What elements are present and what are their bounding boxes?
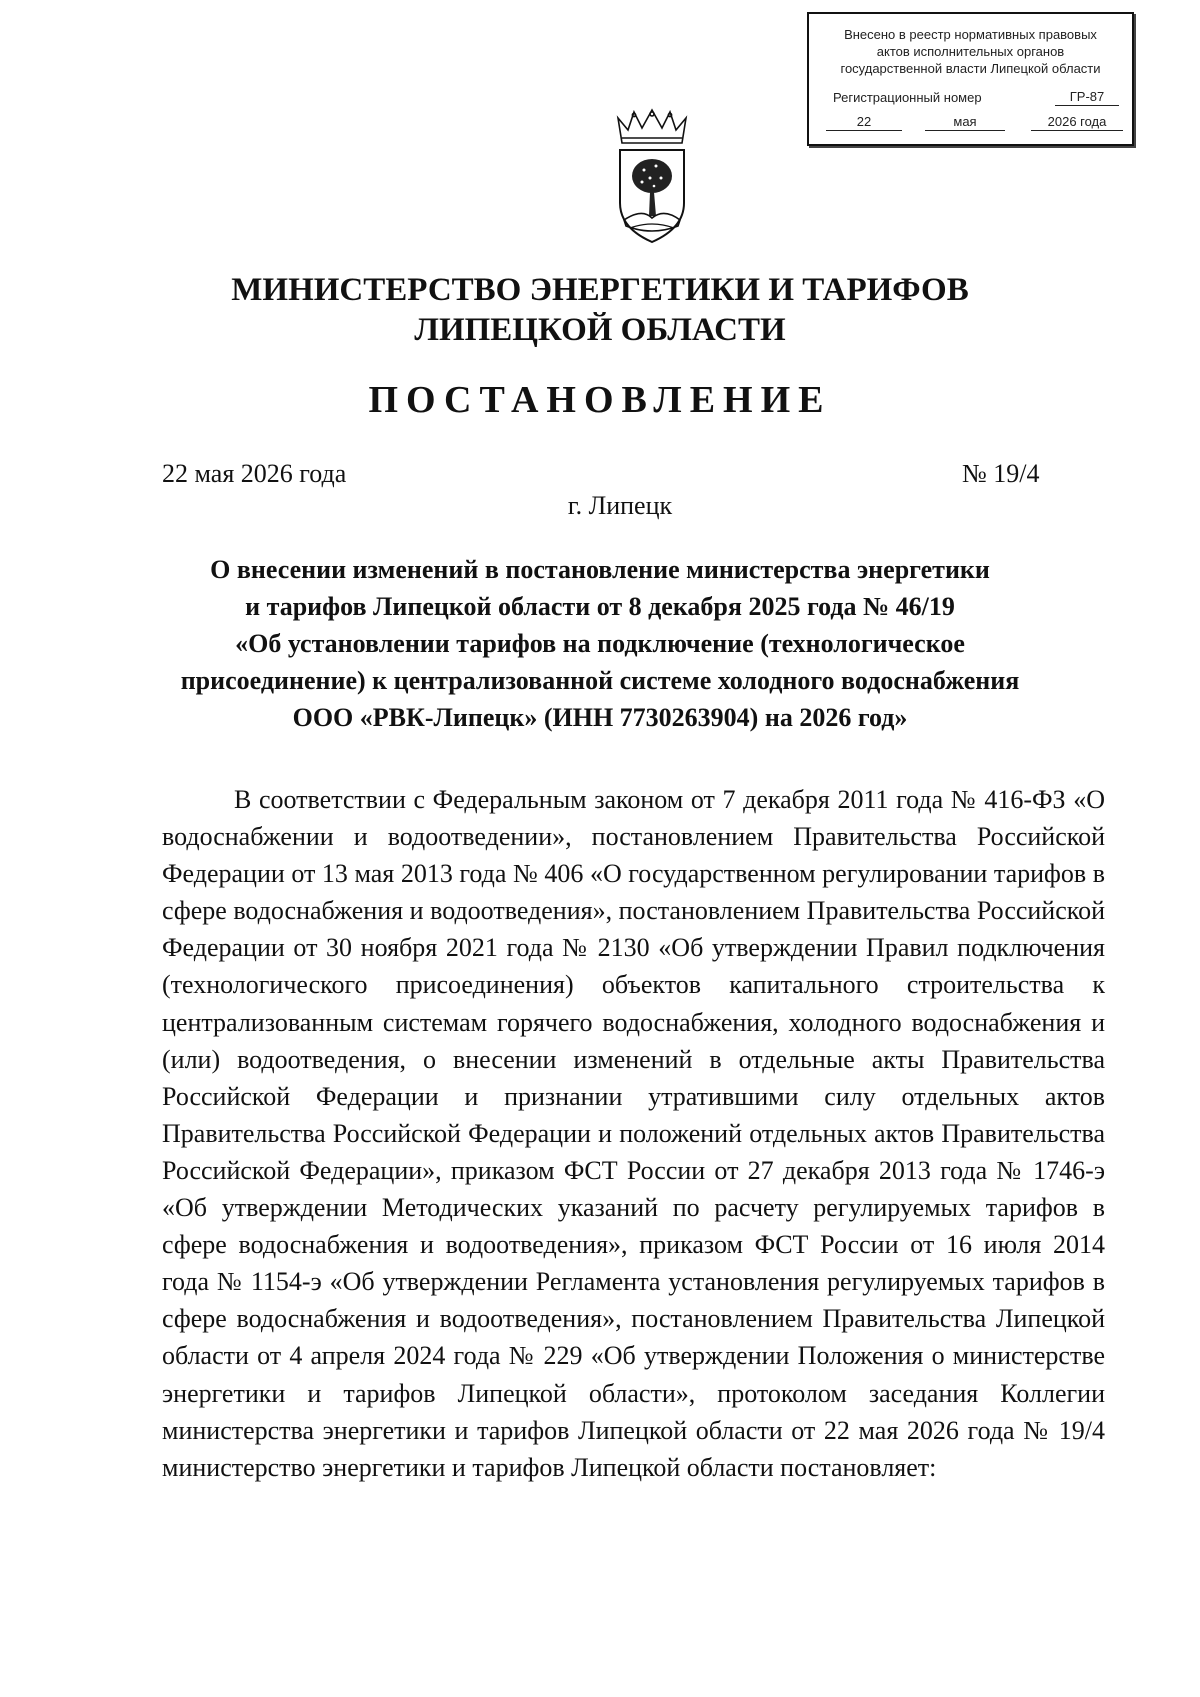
document-type: ПОСТАНОВЛЕНИЕ — [368, 379, 832, 421]
subject-line-5: ООО «РВК-Липецк» (ИНН 7730263904) на 2026 год» — [292, 703, 908, 732]
preamble-paragraph: В соответствии с Федеральным законом от 7 декабря 2011 года № 416-ФЗ «О водоснабжении и водоотведении», постановлением Правительства Российской Федерации от 13 мая 2013 года № 406 «О государственном регулировании тарифов в сфере водоснабжения и водоотведения», постановлением Правительства Российской Федерации от 30 ноября 2021 года № 2130 «Об утверждении Правил подключения (технологического присоединения) объектов капитального строительства к централизованным системам горячего водоснабжения, холодного водоснабжения и (или) водоотведения, о внесении изменений в отдельные акты Правительства Российской Федерации и признании утратившими силу отдельных актов Правительства Российской Федерации и положений отдельных актов Правительства Российской Федерации», приказом ФСТ России от 27 декабря 2013 года № 1746-э «Об утверждении Методических указаний по расчету регулируемых тарифов в сфере водоснабжения и водоотведения», приказом ФСТ России от 16 июля 2014 года № 1154-э «Об утверждении Регламента установления регулируемых тарифов в сфере водоснабжения и водоотведения», постановлением Правительства Липецкой области от 4 апреля 2024 года № 229 «Об утверждении Положения о министерстве энергетики и тарифов Липецкой области», протоколом заседания Коллегии министерства энергетики и тарифов Липецкой области от 22 мая 2026 года № 19/4 министерство энергетики и тарифов Липецкой области постановляет: — [162, 785, 1105, 1482]
stamp-date-row — [809, 114, 1132, 131]
stamp-line-3: государственной власти Липецкой области — [840, 61, 1101, 76]
subject-line-2: и тарифов Липецкой области от 8 декабря 2025 года № 46/19 — [245, 592, 955, 621]
document-city: г. Липецк — [567, 491, 673, 520]
ministry-name-line-1: МИНИСТЕРСТВО ЭНЕРГЕТИКИ И ТАРИФОВ — [231, 272, 969, 308]
subject-line-3: «Об установлении тарифов на подключение (технологическое — [235, 629, 965, 658]
stamp-reg-number: ГР-87 — [1055, 89, 1119, 106]
document-subject — [150, 551, 1050, 736]
stamp-line-1: Внесено в реестр нормативных правовых — [844, 27, 1097, 42]
stamp-day: 22 — [826, 114, 902, 131]
stamp-registration-row — [833, 89, 1123, 106]
document-number: № 19/4 — [962, 459, 1040, 488]
ministry-name — [0, 270, 1200, 350]
subject-line-4: присоединение) к централизованной системе холодного водоснабжения — [180, 666, 1020, 695]
ministry-name-line-2: ЛИПЕЦКОЙ ОБЛАСТИ — [414, 312, 786, 348]
registry-stamp — [807, 12, 1134, 146]
subject-line-1: О внесении изменений в постановление министерства энергетики — [210, 555, 990, 584]
stamp-month: мая — [925, 114, 1005, 131]
stamp-reg-label: Регистрационный номер — [833, 90, 982, 105]
stamp-year: 2026 года — [1031, 114, 1123, 131]
stamp-line-2: актов исполнительных органов — [876, 44, 1065, 59]
lipetsk-coat-of-arms-icon — [612, 108, 692, 248]
document-date: 22 мая 2026 года — [162, 459, 347, 488]
